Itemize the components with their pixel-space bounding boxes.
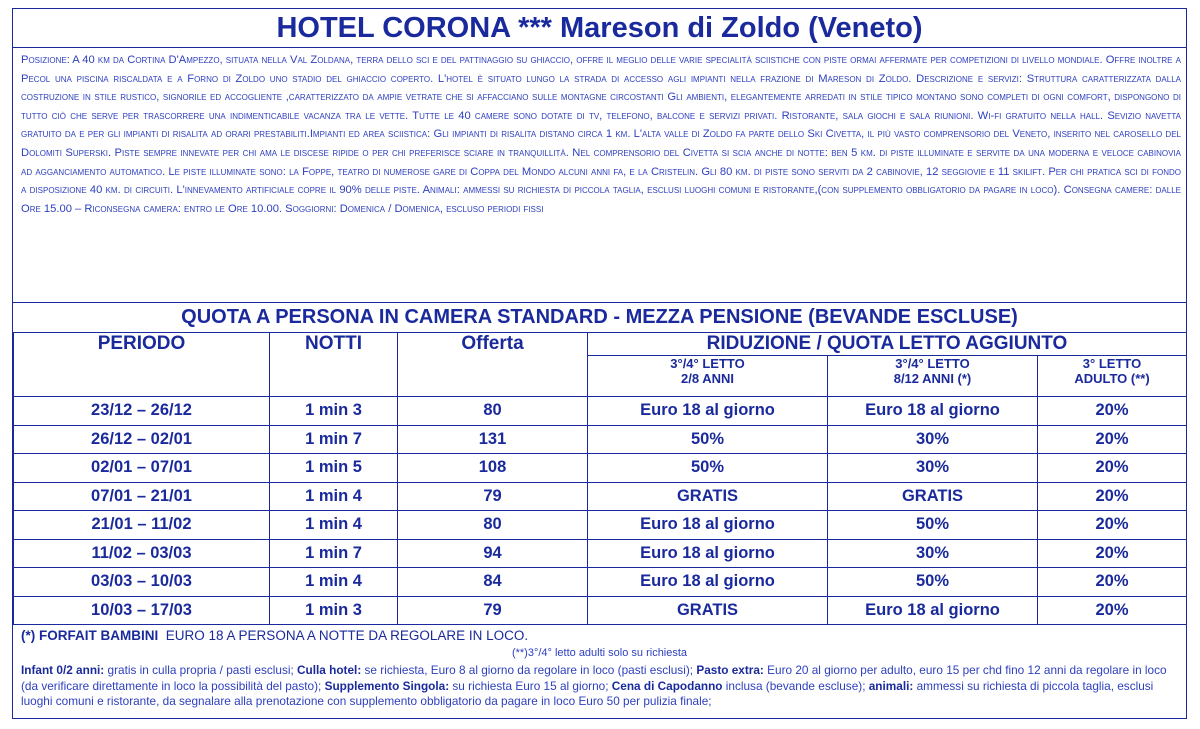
- cell-riduzione-adulto: 20%: [1038, 596, 1187, 625]
- pasto-extra-text: Euro 20 al giorno per adulto, euro 15 per chd fino 12 anni da regolare in loco (da verificare direttamente in loco la possibilità del pasto);: [21, 663, 1167, 693]
- cell-riduzione-2-8: Euro 18 al giorno: [588, 539, 828, 568]
- cell-notti: 1 min 3: [270, 397, 398, 426]
- cell-periodo: 23/12 – 26/12: [14, 397, 270, 426]
- price-sheet: [12, 8, 1187, 719]
- price-band-title: QUOTA A PERSONA IN CAMERA STANDARD - MEZZA PENSIONE (BEVANDE ESCLUSE): [13, 302, 1186, 333]
- animali-text: ammessi su richiesta di piccola taglia, esclusi luoghi comuni e ristorante, da segnalare alla prenotazione con supplemento obbligatorio da pagare in loco Euro 50 per pulizia finale;: [21, 678, 1154, 708]
- header-periodo: PERIODO: [14, 333, 270, 397]
- cell-offerta: 131: [398, 425, 588, 454]
- cell-offerta: 84: [398, 568, 588, 597]
- cell-notti: 1 min 4: [270, 482, 398, 511]
- forfait-label: (*) FORFAIT BAMBINI: [21, 628, 159, 643]
- cell-riduzione-8-12: 30%: [828, 539, 1038, 568]
- infant-label: Infant 0/2 anni:: [21, 663, 105, 677]
- cell-riduzione-2-8: Euro 18 al giorno: [588, 397, 828, 426]
- cell-periodo: 21/01 – 11/02: [14, 511, 270, 540]
- forfait-text: EURO 18 A PERSONA A NOTTE DA REGOLARE IN LOCO.: [165, 628, 529, 643]
- cell-riduzione-8-12: Euro 18 al giorno: [828, 596, 1038, 625]
- cell-notti: 1 min 5: [270, 454, 398, 483]
- cell-offerta: 108: [398, 454, 588, 483]
- header-letto-8-12: [828, 356, 1038, 397]
- cell-riduzione-2-8: GRATIS: [588, 482, 828, 511]
- culla-text: se richiesta, Euro 8 al giorno da regolare in loco (pasti esclusi);: [361, 663, 697, 677]
- table-row: [14, 539, 1187, 568]
- cell-riduzione-8-12: 30%: [828, 425, 1038, 454]
- table-row: [14, 568, 1187, 597]
- cell-riduzione-2-8: 50%: [588, 454, 828, 483]
- header-letto-2-8-line2: 2/8 ANNI: [681, 371, 734, 386]
- cell-offerta: 80: [398, 397, 588, 426]
- table-row: [14, 454, 1187, 483]
- cell-periodo: 10/03 – 17/03: [14, 596, 270, 625]
- header-notti: NOTTI: [270, 333, 398, 397]
- cell-riduzione-2-8: GRATIS: [588, 596, 828, 625]
- cell-riduzione-2-8: 50%: [588, 425, 828, 454]
- header-letto-adulto-line1: 3° LETTO: [1082, 356, 1142, 371]
- cell-periodo: 07/01 – 21/01: [14, 482, 270, 511]
- cena-capodanno-label: Cena di Capodanno: [611, 678, 723, 693]
- hotel-title: HOTEL CORONA *** Mareson di Zoldo (Veneto): [13, 9, 1186, 48]
- cell-riduzione-8-12: 30%: [828, 454, 1038, 483]
- cell-riduzione-adulto: 20%: [1038, 511, 1187, 540]
- table-row: [14, 397, 1187, 426]
- header-letto-adulto-line2: ADULTO (**): [1074, 371, 1150, 386]
- cell-periodo: 03/03 – 10/03: [14, 568, 270, 597]
- cell-periodo: 11/02 – 03/03: [14, 539, 270, 568]
- cell-notti: 1 min 4: [270, 511, 398, 540]
- cell-offerta: 94: [398, 539, 588, 568]
- cell-riduzione-adulto: 20%: [1038, 397, 1187, 426]
- cell-notti: 1 min 4: [270, 568, 398, 597]
- header-letto-2-8: [588, 356, 828, 397]
- cell-riduzione-adulto: 20%: [1038, 539, 1187, 568]
- cell-notti: 1 min 7: [270, 425, 398, 454]
- cell-riduzione-2-8: Euro 18 al giorno: [588, 511, 828, 540]
- cell-periodo: 02/01 – 07/01: [14, 454, 270, 483]
- cell-offerta: 80: [398, 511, 588, 540]
- header-offerta: Offerta: [398, 333, 588, 397]
- cell-notti: 1 min 7: [270, 539, 398, 568]
- supplemento-singola-label: Supplemento Singola:: [324, 678, 450, 693]
- cell-notti: 1 min 3: [270, 596, 398, 625]
- cell-riduzione-adulto: 20%: [1038, 568, 1187, 597]
- cena-capodanno-text: inclusa (bevande escluse);: [722, 678, 869, 693]
- table-row: [14, 425, 1187, 454]
- header-riduzione: RIDUZIONE / QUOTA LETTO AGGIUNTO: [588, 333, 1187, 356]
- infant-text: gratis in culla propria / pasti esclusi;: [104, 663, 298, 677]
- cell-riduzione-8-12: GRATIS: [828, 482, 1038, 511]
- cell-riduzione-8-12: Euro 18 al giorno: [828, 397, 1038, 426]
- cell-riduzione-adulto: 20%: [1038, 482, 1187, 511]
- footer-notes: [21, 663, 1181, 710]
- cell-riduzione-2-8: Euro 18 al giorno: [588, 568, 828, 597]
- forfait-bambini-note: [21, 628, 528, 643]
- table-row: [14, 511, 1187, 540]
- price-table: [13, 332, 1187, 625]
- cell-periodo: 26/12 – 02/01: [14, 425, 270, 454]
- cell-offerta: 79: [398, 596, 588, 625]
- pasto-extra-label: Pasto extra:: [696, 663, 764, 677]
- cell-offerta: 79: [398, 482, 588, 511]
- culla-label: Culla hotel:: [297, 663, 362, 677]
- header-letto-8-12-line2: 8/12 ANNI (*): [893, 371, 972, 386]
- cell-riduzione-adulto: 20%: [1038, 425, 1187, 454]
- table-row: [14, 596, 1187, 625]
- animali-label: animali:: [868, 678, 914, 693]
- header-letto-2-8-line1: 3°/4° LETTO: [670, 356, 745, 371]
- cell-riduzione-adulto: 20%: [1038, 454, 1187, 483]
- hotel-description: Posizione: A 40 km da Cortina D'Ampezzo, situata nella Val Zoldana, terra dello sci e del pattinaggio su ghiaccio, offre il meglio delle varie specialità sciistiche con piste ormai affermate per competizioni di livello mondiale. Offre inoltre a Pecol una piscina riscaldata e a Forno di Zoldo uno stadio del ghiaccio coperto. L'hotel è situato lungo la strada di accesso agli impianti nella frazione di Mareson di Zoldo. Descrizione e servizi: Struttura caratterizzata dalla costruzione in stile rustico, signorile ed accogliente ,caratterizzato da ampie vetrate che si affacciano sulle montagne circostanti Gli ambienti, elegantemente arredati in stile tipico montano sono completi di ogni comfort, dispongono di tutto ciò che serve per trascorrere una indimenticabile vacanza tra le vette. Tutte le 40 camere sono dotate di tv, telefono, balcone e servizi privati. Ristorante, sala giochi e sala riunioni. Wi-fi gratuito nella hall. Sevizio navetta gratuito da e per gli impianti di risalita ad orari prestabiliti.Impianti ed area sciistica: Gli impianti di risalita distano circa 1 km. L'alta valle di Zoldo fa parte dello Ski Civetta, il più vasto comprensorio del Veneto, inserito nel carosello del Dolomiti Superski. Piste sempre innevate per chi ama le discese ripide o per chi preferisce sciare in tranquillità. Nel comprensorio del Civetta si scia anche di notte: ben 5 km. di piste illuminate e servite da una moderna e veloce cabinovia ad agganciamento automatico. Le piste illuminate sono: la Foppe, teatro di numerose gare di Coppa del Mondo alcuni anni fa, e la Cristelin. Gli 80 km. di piste sono serviti da 2 cabinovie, 12 seggiovie e 11 skilift. Per chi pratica sci di fondo a disposizione 40 km. di circuiti. L'innevamento artificiale copre il 90% delle piste. Animali: ammessi su richiesta di piccola taglia, esclusi luoghi comuni e ristorante,(con supplemento obbligatorio da pagare in loco). Consegna camere: dalle Ore 15.00 – Riconsegna camera: entro le Ore 10.00. Soggiorni: Domenica / Domenica, escluso periodi fissi: [21, 54, 1181, 215]
- cell-riduzione-8-12: 50%: [828, 568, 1038, 597]
- header-letto-adulto: [1038, 356, 1187, 397]
- table-row: [14, 482, 1187, 511]
- supplemento-singola-text: su richiesta Euro 15 al giorno;: [449, 678, 612, 693]
- adult-bed-note: (**)3°/4° letto adulti solo su richiesta: [511, 647, 688, 659]
- header-letto-8-12-line1: 3°/4° LETTO: [895, 356, 970, 371]
- cell-riduzione-8-12: 50%: [828, 511, 1038, 540]
